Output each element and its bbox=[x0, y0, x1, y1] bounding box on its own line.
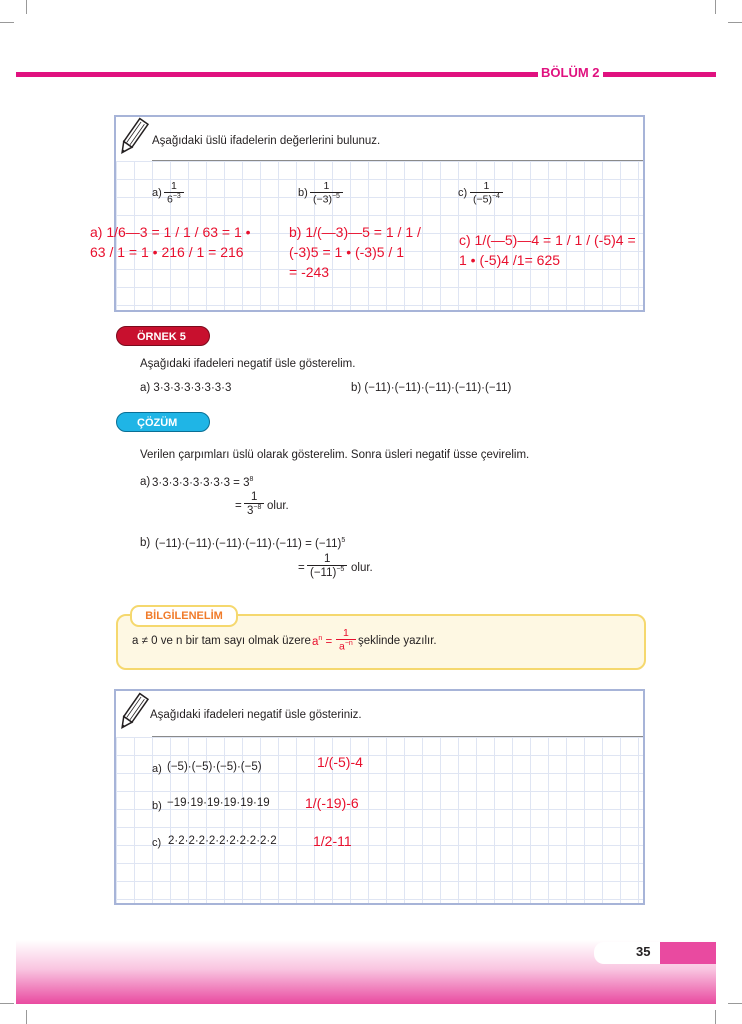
cozum-a-eq: = bbox=[235, 500, 242, 512]
crop-mark bbox=[715, 0, 716, 14]
answer-b: b) 1/(—3)—5 = 1 / 1 / (-3)5 = 1 • (-3)5 / 1 = -243 bbox=[289, 224, 421, 280]
item-label: a) bbox=[152, 187, 162, 199]
crop-mark bbox=[715, 1010, 716, 1024]
cozum-b-expr: $(-11)\cdot(-11)\cdot(-11)\cdot(-11)\cdot(-11) = (-11)^5$ bbox=[155, 537, 346, 550]
info-title: BİLGİLENELİM bbox=[130, 605, 238, 627]
fraction-a: $\frac{1}{6^{-3}}$ bbox=[164, 180, 184, 206]
exercise-2-expr-b: −19·19·19·19·19·19 bbox=[167, 797, 270, 809]
item-label: a) bbox=[152, 763, 162, 775]
cozum-badge: ÇÖZÜM bbox=[116, 412, 210, 432]
crop-mark bbox=[0, 22, 14, 23]
pencil-icon bbox=[116, 691, 150, 733]
exercise-1-prompt: Aşağıdaki üslü ifadelerin değerlerini bulunuz. bbox=[152, 135, 381, 147]
exercise-2-expr-c: 2·2·2·2·2·2·2·2·2·2·2 bbox=[168, 835, 277, 847]
crop-mark bbox=[728, 1003, 742, 1004]
info-formula-fraction: $\frac{1}{a^{-n}}$ bbox=[336, 627, 356, 653]
exercise-2-prompt: Aşağıdaki ifadeleri negatif üsle gösteriniz. bbox=[150, 709, 362, 721]
page-number: 35 bbox=[636, 944, 651, 959]
divider bbox=[152, 160, 643, 161]
answer-a: a) 1/6—3 = 1 / 1 / 63 = 1 • 63 / 1 = 1 • 216 / 1 = 216 bbox=[90, 224, 251, 260]
cozum-a-expr: $3\cdot 3\cdot 3\cdot 3\cdot 3\cdot 3\cdot 3\cdot 3 = 3^8$ bbox=[152, 476, 254, 489]
exercise-2-expr-a: (−5)·(−5)·(−5)·(−5) bbox=[167, 761, 262, 773]
crop-mark bbox=[728, 22, 742, 23]
cozum-b-olur: olur. bbox=[351, 562, 373, 574]
item-label: c) bbox=[458, 187, 468, 199]
item-label: b) bbox=[298, 187, 308, 199]
crop-mark bbox=[26, 0, 27, 14]
ornek-b: b) (−11)·(−11)·(−11)·(−11)·(−11) bbox=[351, 382, 512, 394]
cozum-b-eq: = bbox=[298, 562, 305, 574]
fraction-c: $\frac{1}{(-5)^{-4}}$ bbox=[470, 180, 503, 206]
item-label: b) bbox=[152, 800, 162, 812]
crop-mark bbox=[0, 1003, 14, 1004]
cozum-intro: Verilen çarpımları üslü olarak gösterelim. Sonra üsleri negatif üsse çevirelim. bbox=[140, 449, 530, 461]
answer-c: c) 1/(—5)—4 = 1 / 1 / (-5)4 = 1 • (-5)4 /1= 625 bbox=[459, 232, 636, 268]
crop-mark bbox=[26, 1010, 27, 1024]
cozum-a-fraction: $\frac{1}{3^{-8}}$ bbox=[244, 491, 264, 517]
ornek-a: a) 3·3·3·3·3·3·3·3 bbox=[140, 382, 232, 394]
fraction-b: $\frac{1}{(-3)^{-5}}$ bbox=[310, 180, 343, 206]
pencil-icon bbox=[116, 116, 150, 158]
answer-2a: 1/(-5)-4 bbox=[317, 754, 363, 770]
answer-2c: 1/2-11 bbox=[313, 833, 352, 849]
cozum-b-fraction: $\frac{1}{(-11)^{-5}}$ bbox=[307, 553, 347, 579]
info-formula-lhs: $a^n$ = bbox=[312, 635, 333, 648]
ornek-badge: ÖRNEK 5 bbox=[116, 326, 210, 346]
header-rule bbox=[16, 72, 716, 77]
cozum-a-label: a) bbox=[140, 476, 151, 488]
cozum-a-olur: olur. bbox=[267, 500, 289, 512]
item-label: c) bbox=[152, 837, 162, 849]
divider bbox=[152, 736, 643, 737]
cozum-b-label: b) bbox=[140, 537, 151, 549]
section-title: BÖLÜM 2 bbox=[538, 65, 603, 80]
page-number-accent bbox=[660, 942, 716, 964]
info-text-after: şeklinde yazılır. bbox=[358, 635, 437, 647]
answer-2b: 1/(-19)-6 bbox=[305, 795, 359, 811]
info-text-before: a ≠ 0 ve n bir tam sayı olmak üzere bbox=[132, 635, 311, 647]
ornek-intro: Aşağıdaki ifadeleri negatif üsle gösterelim. bbox=[140, 358, 356, 370]
